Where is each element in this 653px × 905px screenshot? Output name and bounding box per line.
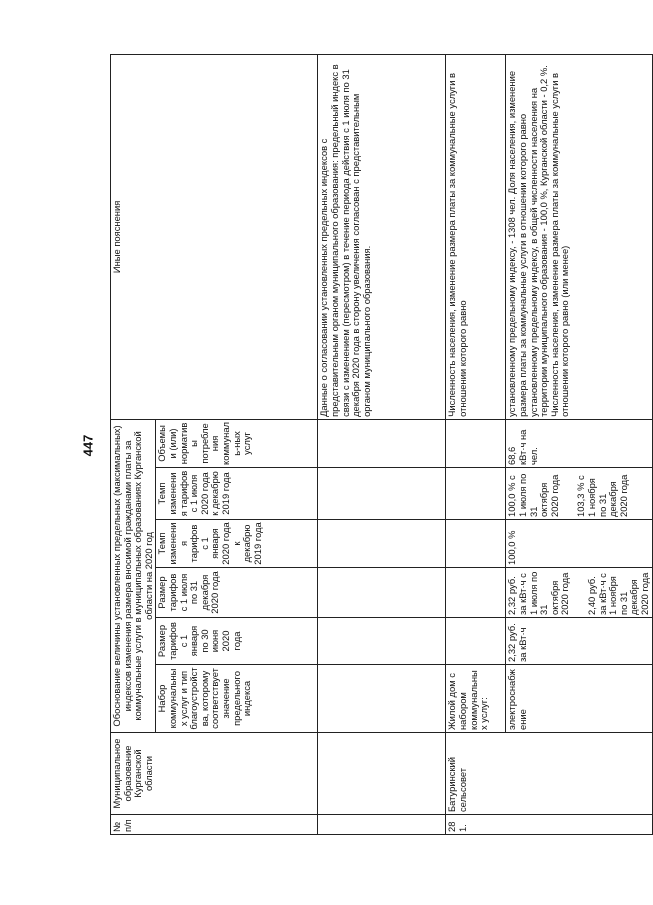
page-number: 447 <box>80 434 96 457</box>
entry-tariff-nov-dec: 2,40 руб. за кВт·ч с 1 ноября по 31 декабря 2020 года <box>585 572 650 615</box>
entry-row-label <box>446 54 506 834</box>
entry-set-label: Жилой дом с набором коммунальных услуг: <box>446 665 506 733</box>
empty-cell <box>318 468 446 520</box>
empty-cell <box>318 520 446 568</box>
entry-rate-jan: 100,0 % <box>506 520 652 568</box>
header-rate-jan: Темп изменения тарифов с 1 января 2020 года к декабрю 2019 года <box>156 520 318 568</box>
entry-rate-nov-dec: 103,3 % с 1 ноября по 31 декабря 2020 года <box>575 474 629 517</box>
header-num: № п/п <box>111 815 318 835</box>
entry-population-note: Численность населения, изменение размера платы за коммунальные услуги в отношении которого равно <box>446 54 506 419</box>
empty-cell <box>318 733 446 815</box>
agreement-text: Данные о согласовании установленных предельных индексов с представительным органом муниципального образования: предельный индекс в связи с изменением (пересмотром) в течение периода действия с 1 июля по 31 декабря 2020 года в сторону увеличения согласован с представительным органом муниципального образования. <box>318 54 446 419</box>
empty-cell <box>318 419 446 467</box>
entry-tariff-jan-jun: 2,32 руб. за кВт·ч <box>506 618 652 665</box>
entry-tariff-jul-dec <box>506 568 652 618</box>
empty-cell <box>446 520 506 568</box>
header-justification: Обоснование величины установленных предельных (максимальных) индексов изменения размера вносимой гражданами платы за коммунальные услуги в муниципальных образованиях Курганской области на 2020 год <box>111 419 156 732</box>
header-row-main <box>111 54 156 834</box>
entry-tariff-jul-oct: 2,32 руб. за кВт·ч с 1 июля по 31 октября 2020 года <box>506 571 571 615</box>
header-rate-jul: Темп изменения тарифов с 1 июля 2020 года к декабрю 2019 года <box>156 468 318 520</box>
entry-rate-jul <box>506 468 652 520</box>
agreement-row <box>318 54 446 834</box>
header-service-set: Набор коммунальных услуг и тип благоустройства, которому соответствует значение предельного индекса <box>156 665 318 733</box>
header-tariff-jan-jun: Размер тарифов с 1 января по 30 июня 2020 года <box>156 618 318 665</box>
entry-num: 281. <box>446 815 652 835</box>
entry-row-service <box>506 54 652 834</box>
empty-cell <box>318 665 446 733</box>
empty-cell <box>318 815 446 835</box>
entry-volume: 68,6 кВт·ч на чел. <box>506 419 652 467</box>
empty-cell <box>446 568 506 618</box>
entry-other: установленному предельному индексу, - 1308 чел. Доля населения, изменение размера платы за коммунальные услуги в отношении которого равно установленному предельному индексу, в общей численности населения на территории муниципального образования - 100,0 %, Курганской области - 0,2 %. Численность населения, изменение размера платы за коммунальные услуги в отношении которого равно (или менее) <box>506 54 652 419</box>
empty-cell <box>318 568 446 618</box>
header-municipality: Муниципальное образование Курганской области <box>111 733 318 815</box>
entry-rate-jul-oct: 100,0 % с 1 июля по 31 октября 2020 года <box>506 473 560 517</box>
entry-service: электроснабжение <box>506 665 652 733</box>
header-volume: Объемы и (или) нормативы потребления коммуналь-ных услуг <box>156 419 318 467</box>
header-other: Иные пояснения <box>111 54 318 419</box>
header-tariff-jul-dec: Размер тарифов с 1 июля по 31 декабря 2020 года <box>156 568 318 618</box>
entry-municipality: Батуринский сельсовет <box>446 733 652 815</box>
empty-cell <box>446 468 506 520</box>
empty-cell <box>446 419 506 467</box>
empty-cell <box>446 618 506 665</box>
rotated-table-wrapper <box>110 55 650 835</box>
empty-cell <box>318 618 446 665</box>
tariff-justification-table <box>110 54 653 835</box>
